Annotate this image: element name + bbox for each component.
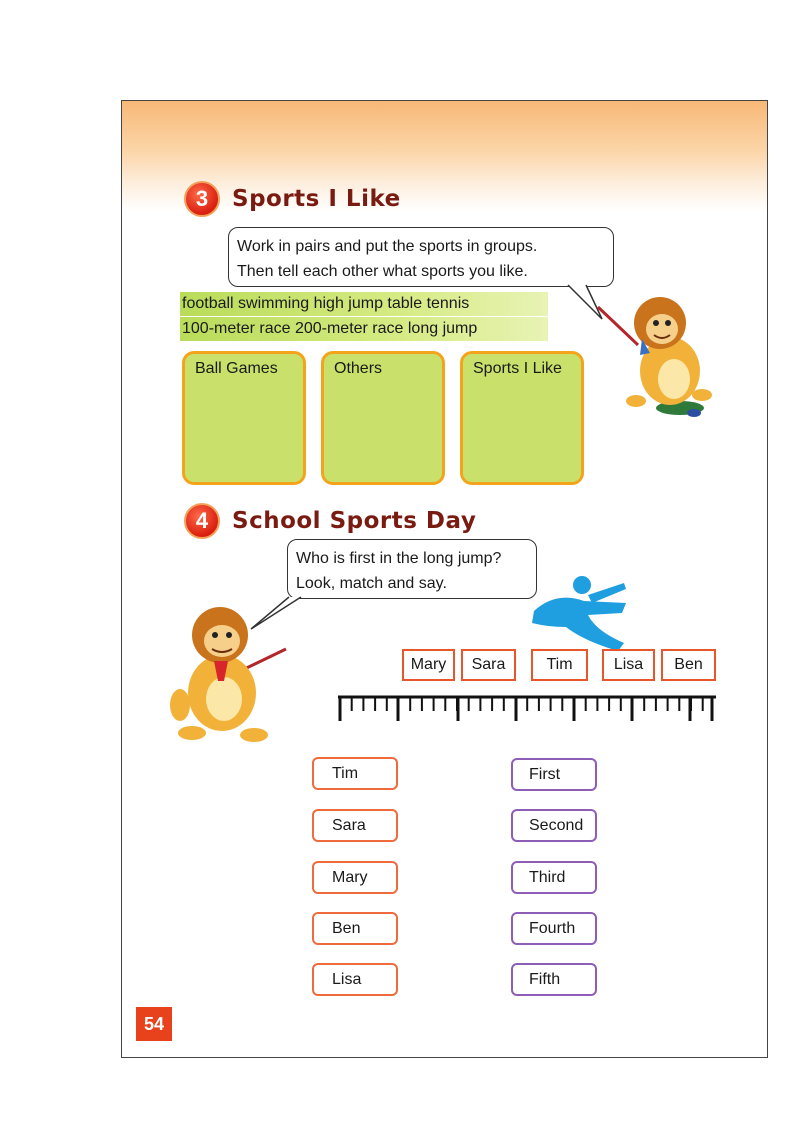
section-4-instruction-line2: Look, match and say. bbox=[296, 575, 447, 592]
ruler-tag-tim: Tim bbox=[531, 649, 588, 681]
match-place-third[interactable]: Third bbox=[511, 861, 597, 894]
section-3-title: Sports I Like bbox=[232, 186, 401, 212]
match-place-first[interactable]: First bbox=[511, 758, 597, 791]
group-box-ball-games[interactable] bbox=[182, 351, 306, 485]
ruler-tag-ben: Ben bbox=[661, 649, 716, 681]
group-box-sports-i-like[interactable] bbox=[460, 351, 584, 485]
section-4-instruction-line1: Who is first in the long jump? bbox=[296, 550, 502, 567]
sports-word-list-line1: football swimming high jump table tennis bbox=[180, 292, 548, 316]
long-jumper-icon bbox=[526, 571, 636, 656]
match-place-fifth[interactable]: Fifth bbox=[511, 963, 597, 996]
ruler-tag-sara: Sara bbox=[461, 649, 516, 681]
monkey-pointer-icon bbox=[162, 595, 292, 745]
match-place-second[interactable]: Second bbox=[511, 809, 597, 842]
group-box-label: Others bbox=[334, 360, 383, 377]
match-name-ben[interactable]: Ben bbox=[312, 912, 398, 945]
match-name-mary[interactable]: Mary bbox=[312, 861, 398, 894]
textbook-page bbox=[121, 100, 768, 1058]
section-3-heading bbox=[184, 181, 401, 217]
monkey-teacher-icon bbox=[590, 283, 730, 423]
section-4-number: 4 bbox=[184, 503, 220, 539]
section-3-instruction-line2: Then tell each other what sports you like. bbox=[237, 263, 528, 280]
section-3-instruction-line1: Work in pairs and put the sports in groups. bbox=[237, 238, 538, 255]
page-number: 54 bbox=[136, 1007, 172, 1041]
match-name-lisa[interactable]: Lisa bbox=[312, 963, 398, 996]
section-4-title: School Sports Day bbox=[232, 508, 477, 534]
measuring-ruler bbox=[338, 689, 716, 727]
sports-word-list-line2: 100-meter race 200-meter race long jump bbox=[180, 317, 548, 341]
section-4-speech-bubble bbox=[287, 539, 537, 599]
group-box-others[interactable] bbox=[321, 351, 445, 485]
group-box-label: Ball Games bbox=[195, 360, 278, 377]
ruler-tag-lisa: Lisa bbox=[602, 649, 655, 681]
match-place-fourth[interactable]: Fourth bbox=[511, 912, 597, 945]
match-name-tim[interactable]: Tim bbox=[312, 757, 398, 790]
section-3-speech-bubble bbox=[228, 227, 614, 287]
section-4-heading bbox=[184, 503, 476, 539]
ruler-tag-mary: Mary bbox=[402, 649, 455, 681]
match-name-sara[interactable]: Sara bbox=[312, 809, 398, 842]
section-3-number: 3 bbox=[184, 181, 220, 217]
group-box-label: Sports I Like bbox=[473, 360, 562, 377]
